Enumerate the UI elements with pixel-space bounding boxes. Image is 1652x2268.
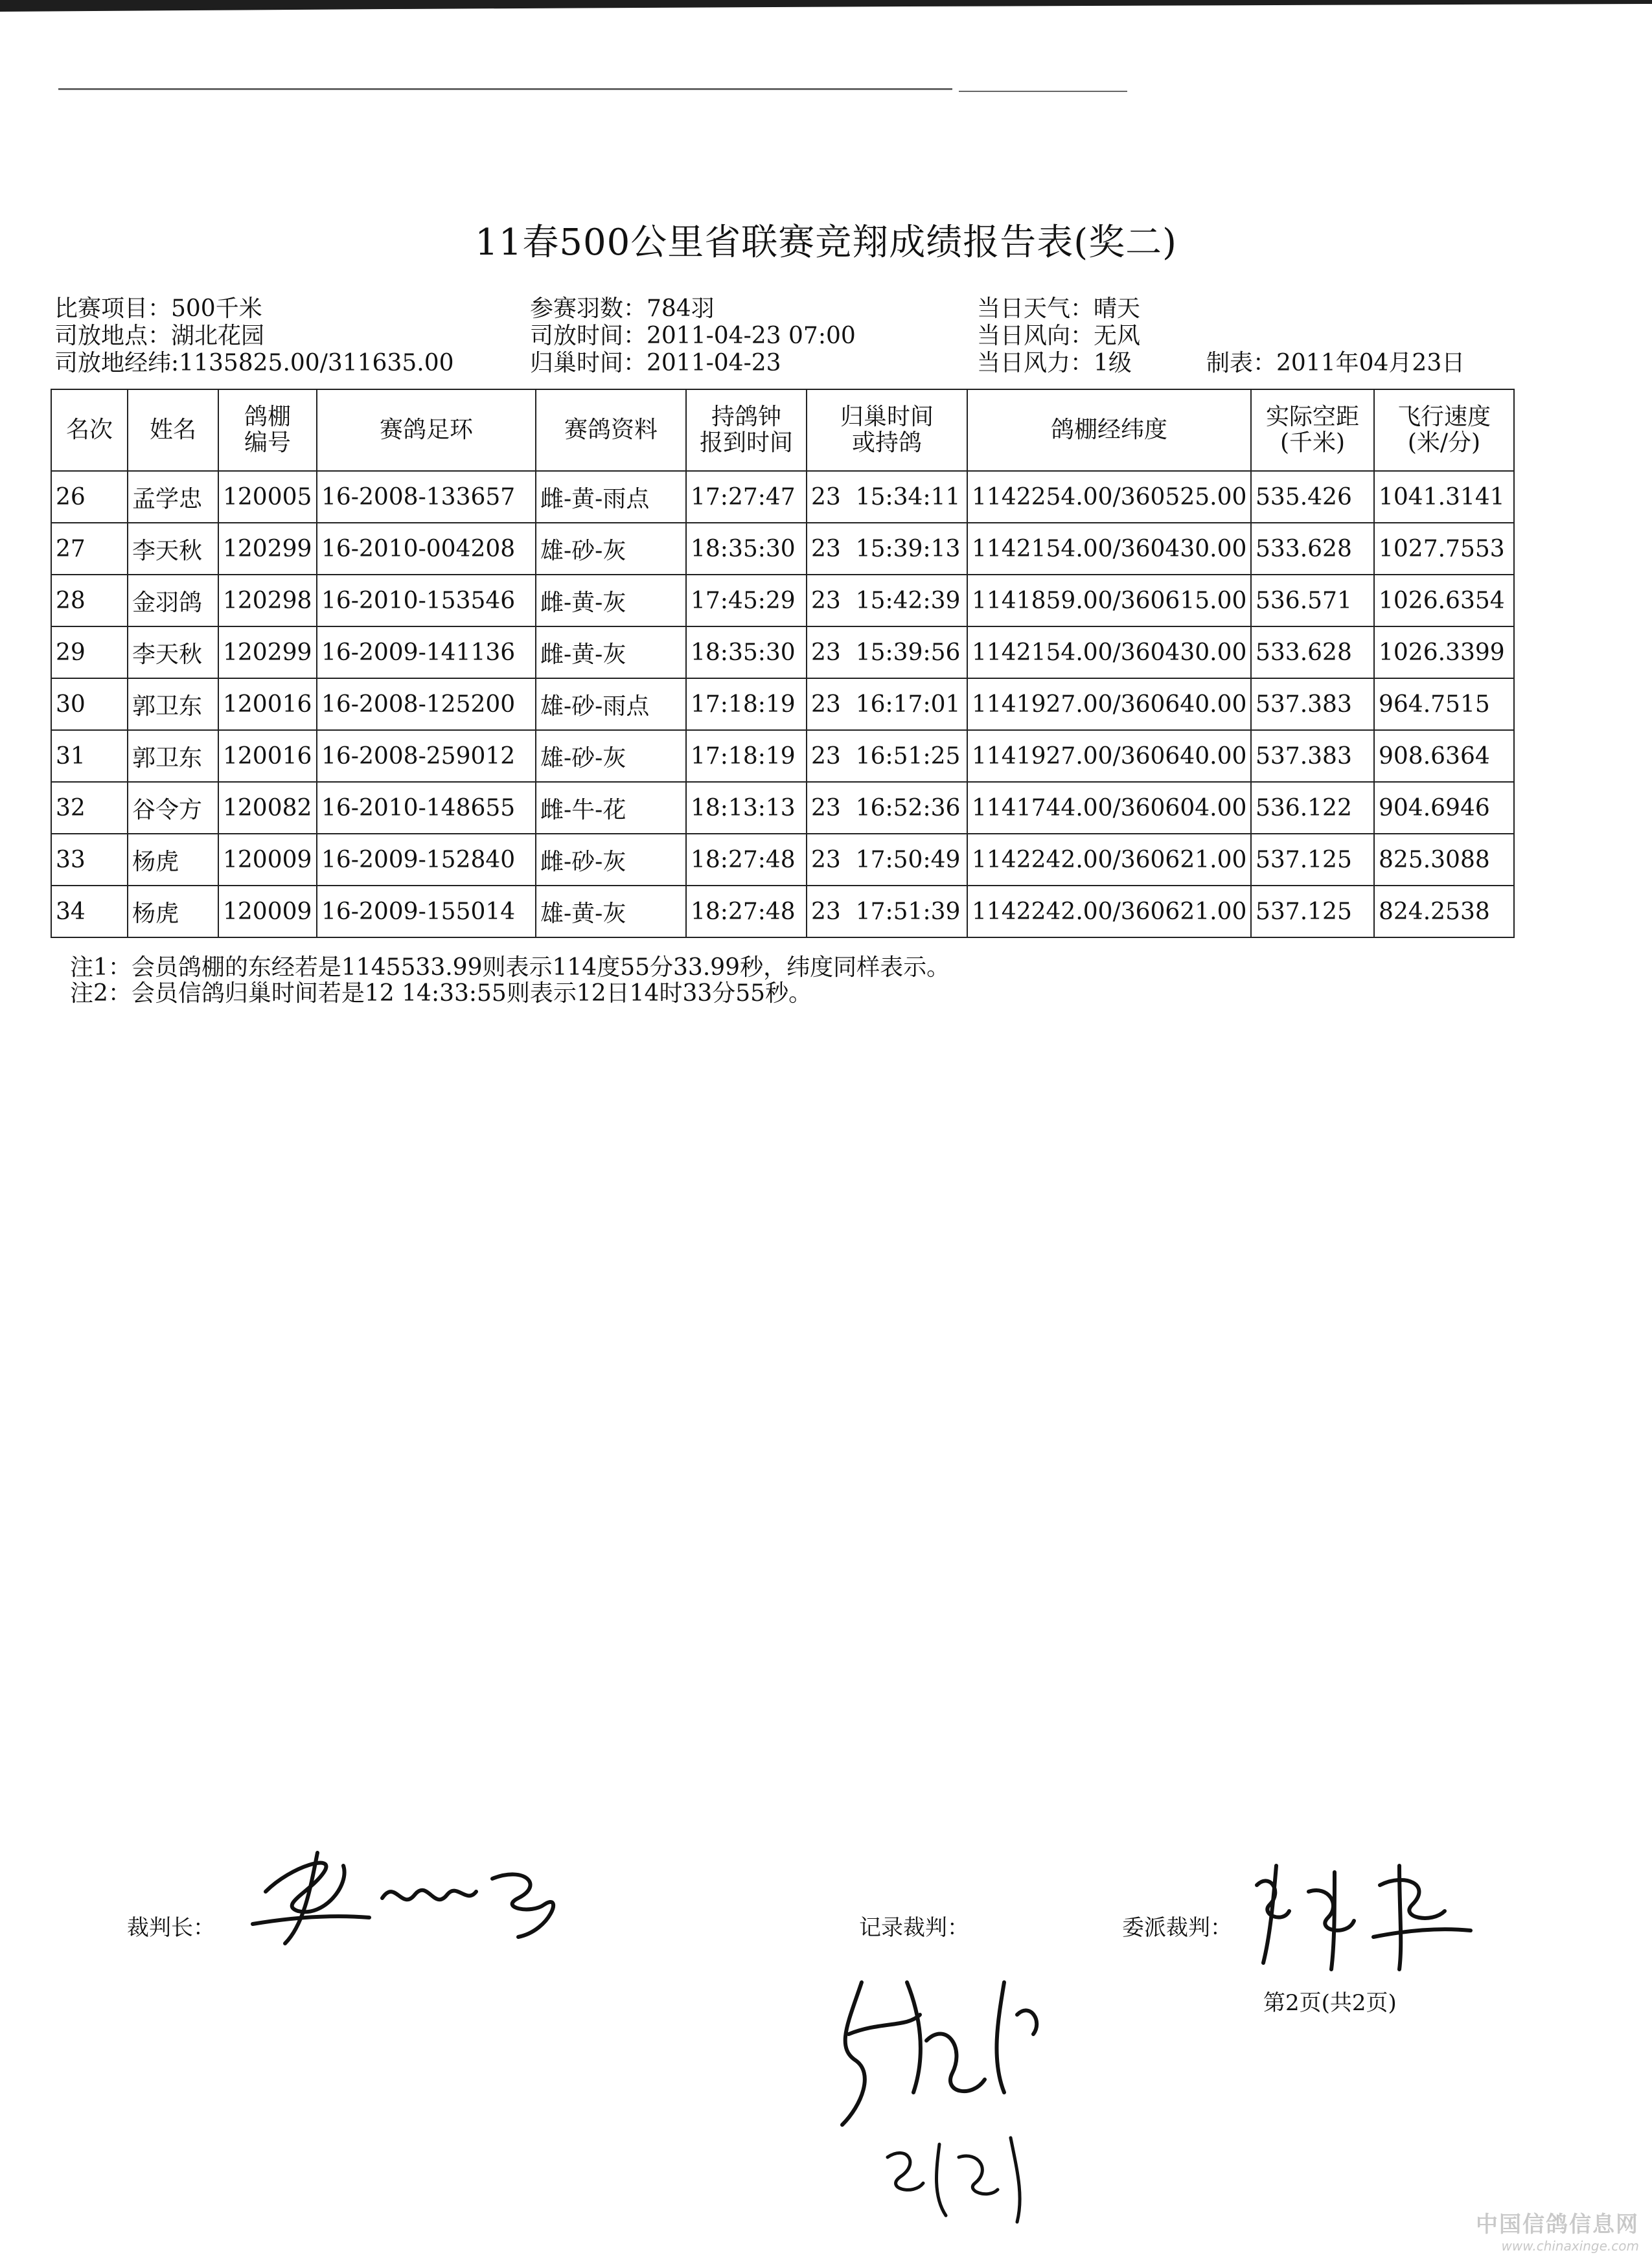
cell-pigeon-info: 雄-砂-灰	[536, 523, 686, 575]
cell-rank: 29	[51, 626, 128, 678]
header-pigeon-info	[536, 389, 686, 471]
cell-arrival-time: 23 17:50:49	[807, 834, 967, 886]
site-watermark	[1476, 2206, 1639, 2254]
cell-speed: 824.2538	[1374, 886, 1514, 937]
cell-rank: 31	[51, 730, 128, 782]
delegate-judge-label: 委派裁判：	[1122, 1915, 1232, 1941]
cell-rank: 30	[51, 678, 128, 730]
table-row	[51, 471, 1514, 523]
cell-name: 郭卫东	[128, 730, 218, 782]
scan-artifact-line	[58, 88, 952, 90]
recorder-judge-signature	[810, 1943, 1082, 2241]
cell-pigeon-info: 雄-砂-灰	[536, 730, 686, 782]
header-pigeon-info-label: 赛鸽资料	[564, 417, 658, 443]
meta-entry-count: 参赛羽数：784羽	[530, 295, 715, 322]
cell-distance: 533.628	[1251, 523, 1374, 575]
cell-loft-id: 120299	[218, 523, 317, 575]
cell-arrival-time: 23 15:39:13	[807, 523, 967, 575]
table-header-row	[51, 389, 1514, 471]
cell-name: 杨虎	[128, 886, 218, 937]
cell-loft-coords: 1141859.00/360615.00	[967, 575, 1251, 626]
cell-distance: 535.426	[1251, 471, 1374, 523]
cell-rank: 26	[51, 471, 128, 523]
cell-pigeon-info: 雄-黄-灰	[536, 886, 686, 937]
cell-distance: 533.628	[1251, 626, 1374, 678]
cell-loft-coords: 1142154.00/360430.00	[967, 626, 1251, 678]
cell-ring: 16-2009-155014	[317, 886, 536, 937]
cell-ring: 16-2008-125200	[317, 678, 536, 730]
watermark-url: www.chinaxinge.com	[1501, 2238, 1639, 2254]
scan-edge-shadow	[0, 0, 1652, 26]
cell-loft-id: 120298	[218, 575, 317, 626]
cell-rank: 33	[51, 834, 128, 886]
table-row	[51, 782, 1514, 834]
table-row	[51, 886, 1514, 937]
cell-arrival-time: 23 16:17:01	[807, 678, 967, 730]
page-title: 11春500公里省联赛竞翔成绩报告表(奖二)	[475, 222, 1177, 264]
recorder-judge-label: 记录裁判：	[859, 1915, 969, 1941]
cell-speed: 825.3088	[1374, 834, 1514, 886]
cell-loft-id: 120016	[218, 678, 317, 730]
cell-pigeon-info: 雌-黄-灰	[536, 575, 686, 626]
cell-clock-time: 18:35:30	[686, 626, 807, 678]
cell-ring: 16-2010-153546	[317, 575, 536, 626]
cell-ring: 16-2010-148655	[317, 782, 536, 834]
cell-loft-coords: 1141927.00/360640.00	[967, 730, 1251, 782]
header-speed	[1374, 389, 1514, 471]
cell-arrival-time: 23 16:51:25	[807, 730, 967, 782]
cell-loft-id: 120005	[218, 471, 317, 523]
cell-name: 李天秋	[128, 523, 218, 575]
chief-judge-label: 裁判长：	[127, 1915, 215, 1941]
cell-loft-coords: 1142242.00/360621.00	[967, 886, 1251, 937]
cell-clock-time: 17:18:19	[686, 678, 807, 730]
table-row	[51, 575, 1514, 626]
meta-column-event	[54, 295, 454, 377]
cell-ring: 16-2009-152840	[317, 834, 536, 886]
cell-loft-id: 120009	[218, 834, 317, 886]
cell-distance: 537.383	[1251, 730, 1374, 782]
header-loft-coords	[967, 389, 1251, 471]
cell-arrival-time: 23 17:51:39	[807, 886, 967, 937]
cell-name: 杨虎	[128, 834, 218, 886]
header-arrival-time-label: 归巢时间 或持鸽	[840, 404, 934, 456]
cell-arrival-time: 23 15:34:11	[807, 471, 967, 523]
cell-loft-id: 120016	[218, 730, 317, 782]
cell-clock-time: 18:13:13	[686, 782, 807, 834]
cell-distance: 537.125	[1251, 834, 1374, 886]
table-row	[51, 523, 1514, 575]
cell-rank: 27	[51, 523, 128, 575]
cell-speed: 964.7515	[1374, 678, 1514, 730]
header-rank	[51, 389, 128, 471]
cell-name: 孟学忠	[128, 471, 218, 523]
table-row	[51, 678, 1514, 730]
cell-clock-time: 18:27:48	[686, 834, 807, 886]
notes	[70, 955, 950, 1007]
cell-speed: 1026.3399	[1374, 626, 1514, 678]
cell-arrival-time: 23 15:39:56	[807, 626, 967, 678]
cell-distance: 536.122	[1251, 782, 1374, 834]
cell-ring: 16-2008-133657	[317, 471, 536, 523]
cell-speed: 904.6946	[1374, 782, 1514, 834]
header-distance	[1251, 389, 1374, 471]
meta-column-weather	[977, 295, 1140, 377]
cell-distance: 537.383	[1251, 678, 1374, 730]
meta-event: 比赛项目：500千米	[54, 295, 262, 322]
header-distance-label: 实际空距 (千米)	[1265, 404, 1359, 456]
header-rank-label: 名次	[65, 417, 113, 443]
cell-speed: 1026.6354	[1374, 575, 1514, 626]
header-arrival-time	[807, 389, 967, 471]
meta-return-time: 归巢时间：2011-04-23	[530, 350, 781, 376]
note-2: 注2：会员信鸽归巢时间若是12 14:33:55则表示12日14时33分55秒。	[70, 980, 812, 1007]
table-row	[51, 626, 1514, 678]
chief-judge-signature	[240, 1827, 602, 1956]
meta-release-coords: 司放地经纬:1135825.00/311635.00	[54, 350, 454, 376]
cell-arrival-time: 23 15:42:39	[807, 575, 967, 626]
meta-wind-direction: 当日风向：无风	[977, 323, 1141, 349]
cell-clock-time: 17:27:47	[686, 471, 807, 523]
header-clock-time-label: 持鸽钟 报到时间	[699, 404, 793, 456]
cell-speed: 1027.7553	[1374, 523, 1514, 575]
page-number: 第2页(共2页)	[1263, 1990, 1397, 2016]
cell-loft-id: 120009	[218, 886, 317, 937]
header-ring	[317, 389, 536, 471]
header-loft-coords-label: 鸽棚经纬度	[1050, 417, 1167, 443]
header-name-label: 姓名	[149, 417, 196, 443]
cell-pigeon-info: 雌-黄-灰	[536, 626, 686, 678]
cell-arrival-time: 23 16:52:36	[807, 782, 967, 834]
scan-artifact-line	[959, 91, 1127, 92]
meta-column-times	[530, 295, 856, 377]
cell-pigeon-info: 雌-砂-灰	[536, 834, 686, 886]
cell-loft-coords: 1142242.00/360621.00	[967, 834, 1251, 886]
cell-speed: 908.6364	[1374, 730, 1514, 782]
meta-weather: 当日天气：晴天	[977, 295, 1141, 322]
cell-name: 李天秋	[128, 626, 218, 678]
header-loft-id	[218, 389, 317, 471]
meta-release-place: 司放地点：湖北花园	[54, 323, 265, 349]
cell-rank: 32	[51, 782, 128, 834]
meta-made-date: 制表：2011年04月23日	[1206, 350, 1465, 376]
cell-name: 郭卫东	[128, 678, 218, 730]
results-body	[51, 471, 1514, 937]
table-row	[51, 730, 1514, 782]
cell-pigeon-info: 雌-牛-花	[536, 782, 686, 834]
header-speed-label: 飞行速度 (米/分)	[1397, 404, 1491, 456]
table-row	[51, 834, 1514, 886]
cell-pigeon-info: 雌-黄-雨点	[536, 471, 686, 523]
cell-name: 金羽鸽	[128, 575, 218, 626]
delegate-judge-signature	[1237, 1846, 1484, 1976]
header-ring-label: 赛鸽足环	[379, 417, 473, 443]
cell-rank: 34	[51, 886, 128, 937]
cell-ring: 16-2010-004208	[317, 523, 536, 575]
cell-speed: 1041.3141	[1374, 471, 1514, 523]
meta-wind-force: 当日风力：1级	[977, 350, 1132, 376]
cell-clock-time: 18:35:30	[686, 523, 807, 575]
cell-loft-coords: 1142254.00/360525.00	[967, 471, 1251, 523]
note-1: 注1：会员鸽棚的东经若是1145533.99则表示114度55分33.99秒，纬度同样表示。	[70, 954, 950, 981]
cell-pigeon-info: 雄-砂-雨点	[536, 678, 686, 730]
cell-distance: 537.125	[1251, 886, 1374, 937]
cell-loft-coords: 1141744.00/360604.00	[967, 782, 1251, 834]
cell-clock-time: 17:45:29	[686, 575, 807, 626]
cell-loft-id: 120299	[218, 626, 317, 678]
cell-name: 谷令方	[128, 782, 218, 834]
page-top-edge	[0, 0, 1652, 26]
header-clock-time	[686, 389, 807, 471]
watermark-name: 中国信鸽信息网	[1476, 2212, 1639, 2238]
cell-loft-id: 120082	[218, 782, 317, 834]
results-table	[51, 389, 1515, 938]
cell-ring: 16-2008-259012	[317, 730, 536, 782]
meta-release-time: 司放时间：2011-04-23 07:00	[530, 323, 856, 349]
cell-ring: 16-2009-141136	[317, 626, 536, 678]
cell-distance: 536.571	[1251, 575, 1374, 626]
cell-clock-time: 18:27:48	[686, 886, 807, 937]
header-loft-id-label: 鸽棚 编号	[244, 404, 291, 456]
header-name	[128, 389, 218, 471]
cell-loft-coords: 1141927.00/360640.00	[967, 678, 1251, 730]
cell-loft-coords: 1142154.00/360430.00	[967, 523, 1251, 575]
cell-clock-time: 17:18:19	[686, 730, 807, 782]
cell-rank: 28	[51, 575, 128, 626]
